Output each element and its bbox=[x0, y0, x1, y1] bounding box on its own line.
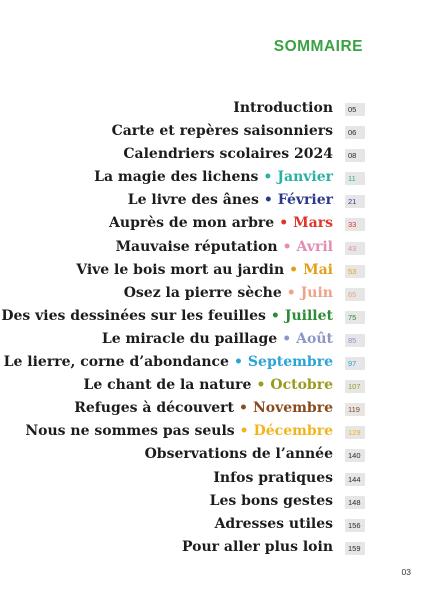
toc-entry-label: Carte et repères saisonniers bbox=[111, 123, 333, 140]
toc-page-number: 33 bbox=[345, 218, 365, 231]
toc-entry-label: Des vies dessinées sur les feuilles bbox=[1, 307, 266, 324]
toc-entry[interactable] bbox=[25, 420, 333, 443]
toc-entry-label: Calendriers scolaires 2024 bbox=[123, 146, 333, 163]
toc-entry[interactable] bbox=[84, 374, 334, 397]
toc-row bbox=[0, 351, 425, 374]
bullet-separator: • bbox=[282, 330, 292, 347]
toc-entry-label: Nous ne sommes pas seuls bbox=[25, 423, 235, 440]
toc-entry-month: Octobre bbox=[270, 377, 333, 394]
toc-page-number: 107 bbox=[345, 380, 365, 393]
toc-entry[interactable] bbox=[94, 166, 333, 189]
toc-row bbox=[0, 420, 425, 443]
bullet-separator: • bbox=[239, 423, 249, 440]
toc-page-number: 06 bbox=[345, 126, 365, 139]
page-title: SOMMAIRE bbox=[273, 38, 363, 55]
toc-entry-label: Adresses utiles bbox=[214, 515, 333, 532]
toc-entry[interactable] bbox=[76, 259, 333, 282]
toc-page-number: 85 bbox=[345, 334, 365, 347]
toc-page-number: 65 bbox=[345, 288, 365, 301]
bullet-separator: • bbox=[279, 215, 289, 232]
toc-page-number: 156 bbox=[345, 519, 365, 532]
toc-page-number: 08 bbox=[345, 149, 365, 162]
toc-page-number: 75 bbox=[345, 311, 365, 324]
toc-page-number: 05 bbox=[345, 103, 365, 116]
toc-entry-label: Les bons gestes bbox=[209, 492, 333, 509]
toc-entry-label: Le livre des ânes bbox=[127, 192, 259, 209]
toc-entry-label: Observations de l’année bbox=[144, 446, 333, 463]
toc-row bbox=[0, 513, 425, 536]
toc-page-number: 97 bbox=[345, 357, 365, 370]
page-number: 03 bbox=[401, 567, 411, 577]
toc-row bbox=[0, 467, 425, 490]
toc-entry[interactable] bbox=[182, 536, 333, 559]
toc-row bbox=[0, 443, 425, 466]
toc-entry-month: Septembre bbox=[247, 354, 333, 371]
toc-row bbox=[0, 490, 425, 513]
toc-row bbox=[0, 236, 425, 259]
toc-page-number: 21 bbox=[345, 195, 365, 208]
toc-page-number: 11 bbox=[345, 172, 365, 185]
toc-entry-label: Pour aller plus loin bbox=[182, 538, 333, 555]
toc-entry[interactable] bbox=[123, 143, 333, 166]
toc-entry-month: Mars bbox=[293, 215, 333, 232]
toc-page-number: 43 bbox=[345, 242, 365, 255]
toc-entry[interactable] bbox=[116, 236, 333, 259]
toc-entry-month: Novembre bbox=[252, 400, 333, 417]
toc-page-number: 140 bbox=[345, 449, 365, 462]
toc-entry-month: Juin bbox=[300, 284, 333, 301]
toc-entry-label: Introduction bbox=[233, 100, 333, 116]
toc-page-number: 144 bbox=[345, 473, 365, 486]
toc-row bbox=[0, 189, 425, 212]
toc-row bbox=[0, 305, 425, 328]
toc-entry[interactable] bbox=[4, 351, 333, 374]
bullet-separator: • bbox=[286, 284, 296, 301]
toc-entry-label: La magie des lichens bbox=[94, 169, 259, 186]
bullet-separator: • bbox=[289, 261, 299, 278]
bullet-separator: • bbox=[238, 400, 248, 417]
toc-row bbox=[0, 97, 425, 120]
toc-entry[interactable] bbox=[213, 467, 333, 490]
toc-row bbox=[0, 143, 425, 166]
bullet-separator: • bbox=[263, 169, 273, 186]
toc-entry[interactable] bbox=[102, 328, 333, 351]
toc-row bbox=[0, 397, 425, 420]
toc-entry-label: Auprès de mon arbre bbox=[109, 215, 275, 232]
toc-entry-label: Le chant de la nature bbox=[83, 377, 252, 394]
toc-entry-label: Vive le bois mort au jardin bbox=[76, 261, 285, 278]
bullet-separator: • bbox=[270, 307, 280, 324]
toc-row bbox=[0, 166, 425, 189]
toc-entry-month: Août bbox=[296, 330, 333, 347]
toc-entry[interactable] bbox=[233, 97, 333, 120]
toc-entry[interactable] bbox=[124, 282, 333, 305]
toc-row bbox=[0, 374, 425, 397]
toc-row bbox=[0, 282, 425, 305]
toc-page-number: 119 bbox=[345, 403, 365, 416]
toc-page-number: 53 bbox=[345, 265, 365, 278]
bullet-separator: • bbox=[263, 192, 273, 209]
toc-entry-month: Avril bbox=[296, 238, 333, 255]
toc-row bbox=[0, 120, 425, 143]
bullet-separator: • bbox=[282, 238, 292, 255]
toc-entry[interactable] bbox=[112, 120, 333, 143]
toc-entry-label: Infos pratiques bbox=[213, 469, 333, 486]
toc-entry-label: Le lierre, corne d’abondance bbox=[3, 354, 229, 371]
toc-entry[interactable] bbox=[145, 443, 333, 466]
bullet-separator: • bbox=[256, 377, 266, 394]
toc-entry-month: Juillet bbox=[284, 307, 333, 324]
toc-entry[interactable] bbox=[109, 212, 333, 235]
bullet-separator: • bbox=[233, 354, 243, 371]
toc-entry-month: Mai bbox=[303, 261, 333, 278]
toc-entry[interactable] bbox=[210, 490, 333, 513]
toc-entry-label: Osez la pierre sèche bbox=[123, 284, 282, 301]
toc-entry-month: Février bbox=[277, 192, 333, 209]
table-of-contents bbox=[0, 97, 425, 559]
toc-row bbox=[0, 328, 425, 351]
toc-row bbox=[0, 212, 425, 235]
toc-entry-label: Refuges à découvert bbox=[74, 400, 234, 417]
toc-page-number: 148 bbox=[345, 496, 365, 509]
toc-entry[interactable] bbox=[128, 189, 333, 212]
toc-entry[interactable] bbox=[74, 397, 333, 420]
toc-entry[interactable] bbox=[215, 513, 333, 536]
toc-entry-label: Le miracle du paillage bbox=[101, 330, 278, 347]
toc-entry-label: Mauvaise réputation bbox=[115, 238, 278, 255]
toc-page-number: 159 bbox=[345, 542, 365, 555]
toc-row bbox=[0, 259, 425, 282]
toc-entry[interactable] bbox=[1, 305, 333, 328]
toc-row bbox=[0, 536, 425, 559]
toc-entry-month: Décembre bbox=[253, 423, 333, 440]
toc-entry-month: Janvier bbox=[277, 169, 333, 186]
toc-page-number: 129 bbox=[345, 426, 365, 439]
